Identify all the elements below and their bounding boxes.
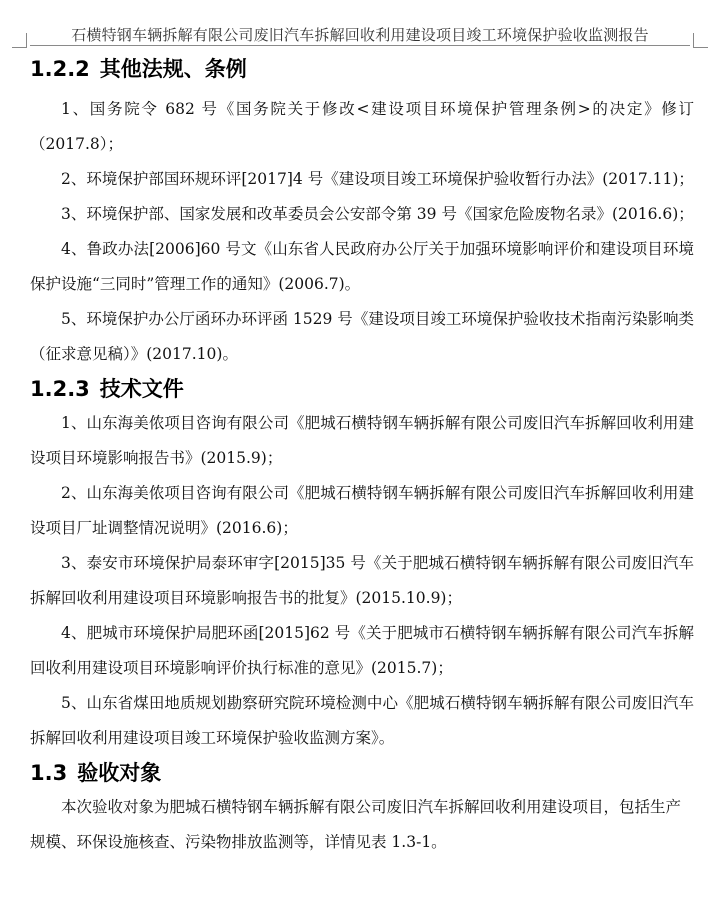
list-item: 1、山东海美侬项目咨询有限公司《肥城石横特钢车辆拆解有限公司废旧汽车拆解回收利用建设项目环境影响报告书》(2015.9)； <box>30 414 694 467</box>
page-header <box>0 0 720 44</box>
section-title: 验收对象 <box>77 761 162 785</box>
section-number: 1.2.3 <box>30 377 90 401</box>
list-item: 2、环境保护部国环规环评[2017]4 号《建设项目竣工环境保护验收暂行办法》(2017.11)； <box>61 170 694 188</box>
list-item: 4、鲁政办法[2006]60 号文《山东省人民政府办公厅关于加强环境影响评价和建设项目环境保护设施“三同时”管理工作的通知》(2006.7)。 <box>30 240 694 293</box>
section-heading-1-3 <box>30 756 694 790</box>
section-number: 1.2.2 <box>30 57 90 81</box>
list-item: 5、山东省煤田地质规划勘察研究院环境检测中心《肥城石横特钢车辆拆解有限公司废旧汽车拆解回收利用建设项目竣工环境保护验收监测方案》。 <box>30 694 694 747</box>
section-number: 1.3 <box>30 761 68 785</box>
document-body <box>30 52 694 860</box>
section-title: 其他法规、条例 <box>99 57 247 81</box>
header-title: 石横特钢车辆拆解有限公司废旧汽车拆解回收利用建设项目竣工环境保护验收监测报告 <box>71 26 649 44</box>
list-item: 2、山东海美侬项目咨询有限公司《肥城石横特钢车辆拆解有限公司废旧汽车拆解回收利用建设项目厂址调整情况说明》(2016.6)； <box>30 484 694 537</box>
list-item: 5、环境保护办公厅函环办环评函 1529 号《建设项目竣工环境保护验收技术指南污染影响类（征求意见稿）》(2017.10)。 <box>30 310 694 363</box>
list-item: 4、肥城市环境保护局肥环函[2015]62 号《关于肥城市石横特钢车辆拆解有限公司汽车拆解回收利用建设项目环境影响评价执行标准的意见》(2015.7)； <box>30 624 694 677</box>
list-item: 3、环境保护部、国家发展和改革委员会公安部令第 39 号《国家危险废物名录》(2016.6)； <box>61 205 694 223</box>
crop-mark-right <box>693 33 708 48</box>
crop-mark-left <box>12 33 27 48</box>
section-heading-1-2-2 <box>30 52 694 86</box>
list-item: 3、泰安市环境保护局泰环审字[2015]35 号《关于肥城石横特钢车辆拆解有限公司废旧汽车拆解回收利用建设项目环境影响报告书的批复》(2015.10.9)； <box>30 554 694 607</box>
section-heading-1-2-3 <box>30 372 694 406</box>
section-paragraph: 本次验收对象为肥城石横特钢车辆拆解有限公司废旧汽车拆解回收利用建设项目，包括生产规模、环保设施核查、污染物排放监测等，详情见表 1.3-1。 <box>30 798 682 851</box>
list-item: 1、国务院令 682 号《国务院关于修改<建设项目环境保护管理条例>的决定》修订（2017.8）； <box>30 100 694 153</box>
section-title: 技术文件 <box>99 377 184 401</box>
header-divider <box>30 45 690 46</box>
